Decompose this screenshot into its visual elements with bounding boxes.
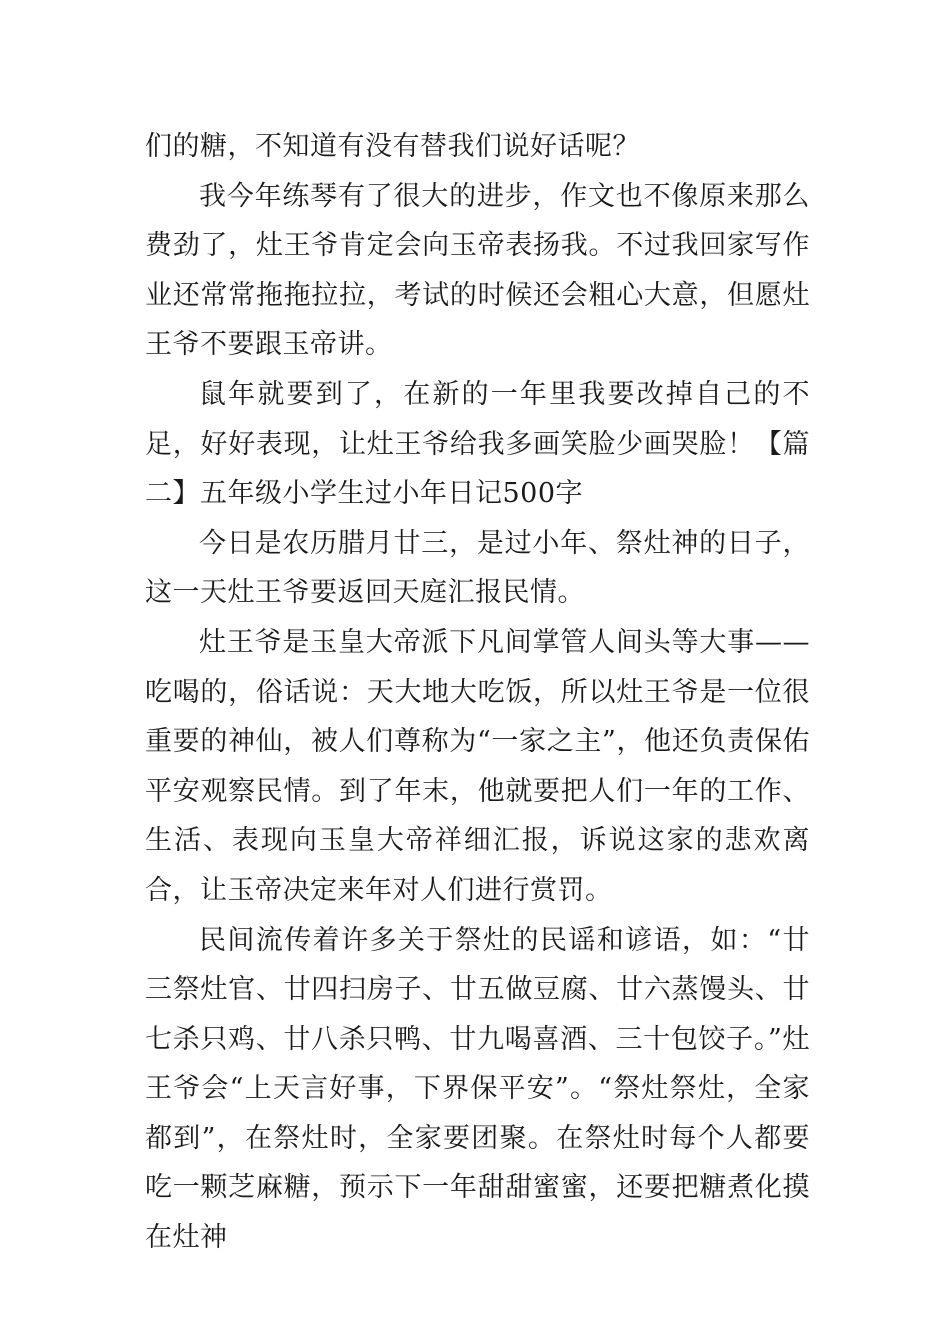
paragraph-3: 鼠年就要到了，在新的一年里我要改掉自己的不足，好好表现，让灶王爷给我多画笑脸少画哭脸！【篇二】五年级小学生过小年日记500字 bbox=[145, 378, 810, 510]
paragraph-2: 我今年练琴有了很大的进步，作文也不像原来那么费劲了，灶王爷肯定会向玉帝表扬我。不过我回家写作业还常常拖拖拉拉，考试的时候还会粗心大意，但愿灶王爷不要跟玉帝讲。 bbox=[145, 180, 810, 361]
paragraph-1: 们的糖，不知道有没有替我们说好话呢？ bbox=[145, 131, 640, 162]
paragraph-5: 灶王爷是玉皇大帝派下凡间掌管人间头等大事——吃喝的，俗话说：天大地大吃饭，所以灶王爷是一位很重要的神仙，被人们尊称为“一家之主”，他还负责保佑平安观察民情。到了年末，他就要把人们一年的工作、生活、表现向玉皇大帝祥细汇报，诉说这家的悲欢离合，让玉帝决定来年对人们进行赏罚。 bbox=[145, 626, 810, 906]
document-body bbox=[145, 122, 810, 1263]
paragraph-6: 民间流传着许多关于祭灶的民谣和谚语，如：“廿三祭灶官、廿四扫房子、廿五做豆腐、廿六蒸馒头、廿七杀只鸡、廿八杀只鸭、廿九喝喜酒、三十包饺子。”灶王爷会“上天言好事，下界保平安”。“祭灶祭灶，全家都到”，在祭灶时，全家要团聚。在祭灶时每个人都要吃一颗芝麻糖，预示下一年甜甜蜜蜜，还要把糖煮化摸在灶神 bbox=[145, 924, 810, 1254]
paragraph-4: 今日是农历腊月廿三，是过小年、祭灶神的日子，这一天灶王爷要返回天庭汇报民情。 bbox=[145, 527, 810, 609]
